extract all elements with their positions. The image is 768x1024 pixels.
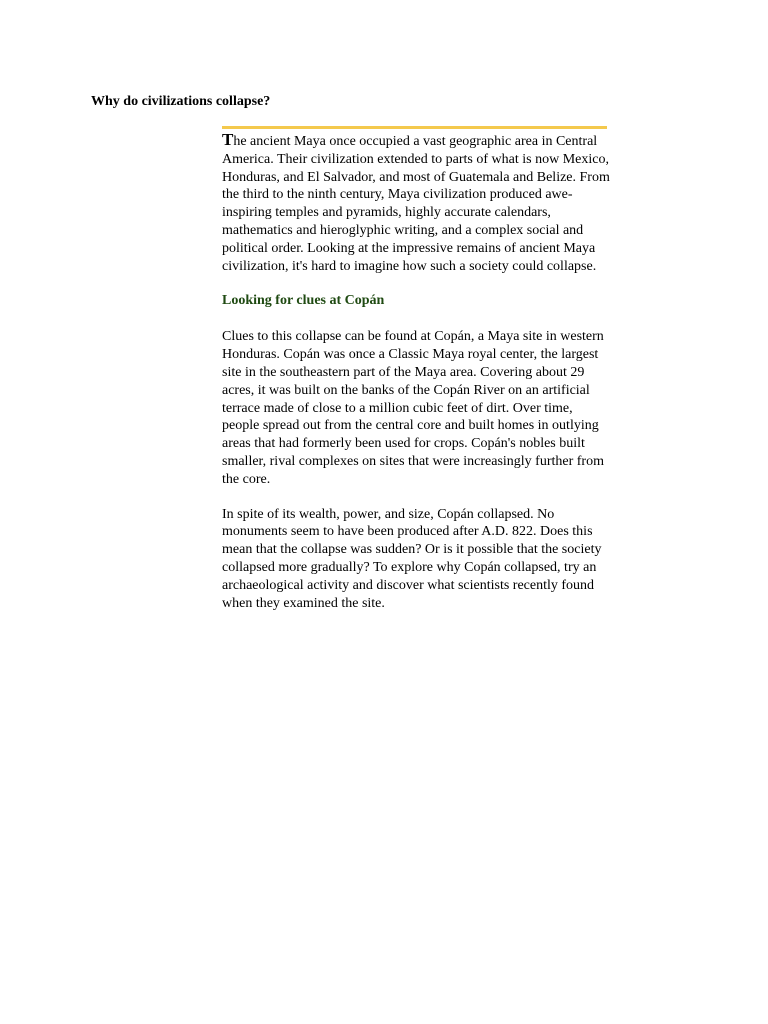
copan-paragraph: Clues to this collapse can be found at Copán, a Maya site in western Honduras. Copán was once a Classic Maya royal center, the largest site in the southeastern part of the Maya area. Covering about 29 acres, it was built on the banks of the Copán River on an artificial terrace made of close to a million cubic feet of dirt. Over time, people spread out from the central core and built homes in outlying areas that had formerly been used for crops. Copán's nobles built smaller, rival complexes on sites that were increasingly further from the core. <box>222 329 604 487</box>
section-heading: Looking for clues at Copán <box>222 293 385 309</box>
intro-text: he ancient Maya once occupied a vast geographic area in Central America. Their civilization extended to parts of what is now Mexico, Honduras, and El Salvador, and most of Guatemala and Belize. From the third to the ninth century, Maya civilization produced awe-inspiring temples and pyramids, highly accurate calendars, mathematics and hieroglyphic writing, and a complex social and political order. Looking at the impressive remains of ancient Maya civilization, it's hard to imagine how such a society could collapse. <box>222 134 610 274</box>
page-title: Why do civilizations collapse? <box>91 94 271 109</box>
accent-rule <box>222 126 607 129</box>
collapse-paragraph: In spite of its wealth, power, and size, Copán collapsed. No monuments seem to have been produced after A.D. 822. Does this mean that the collapse was sudden? Or is it possible that the society collapsed more gradually? To explore why Copán collapsed, try an archaeological activity and discover what scientists recently found when they examined the site. <box>222 506 602 611</box>
intro-paragraph <box>222 131 610 275</box>
article-body <box>222 126 610 612</box>
drop-initial: T <box>222 130 234 149</box>
